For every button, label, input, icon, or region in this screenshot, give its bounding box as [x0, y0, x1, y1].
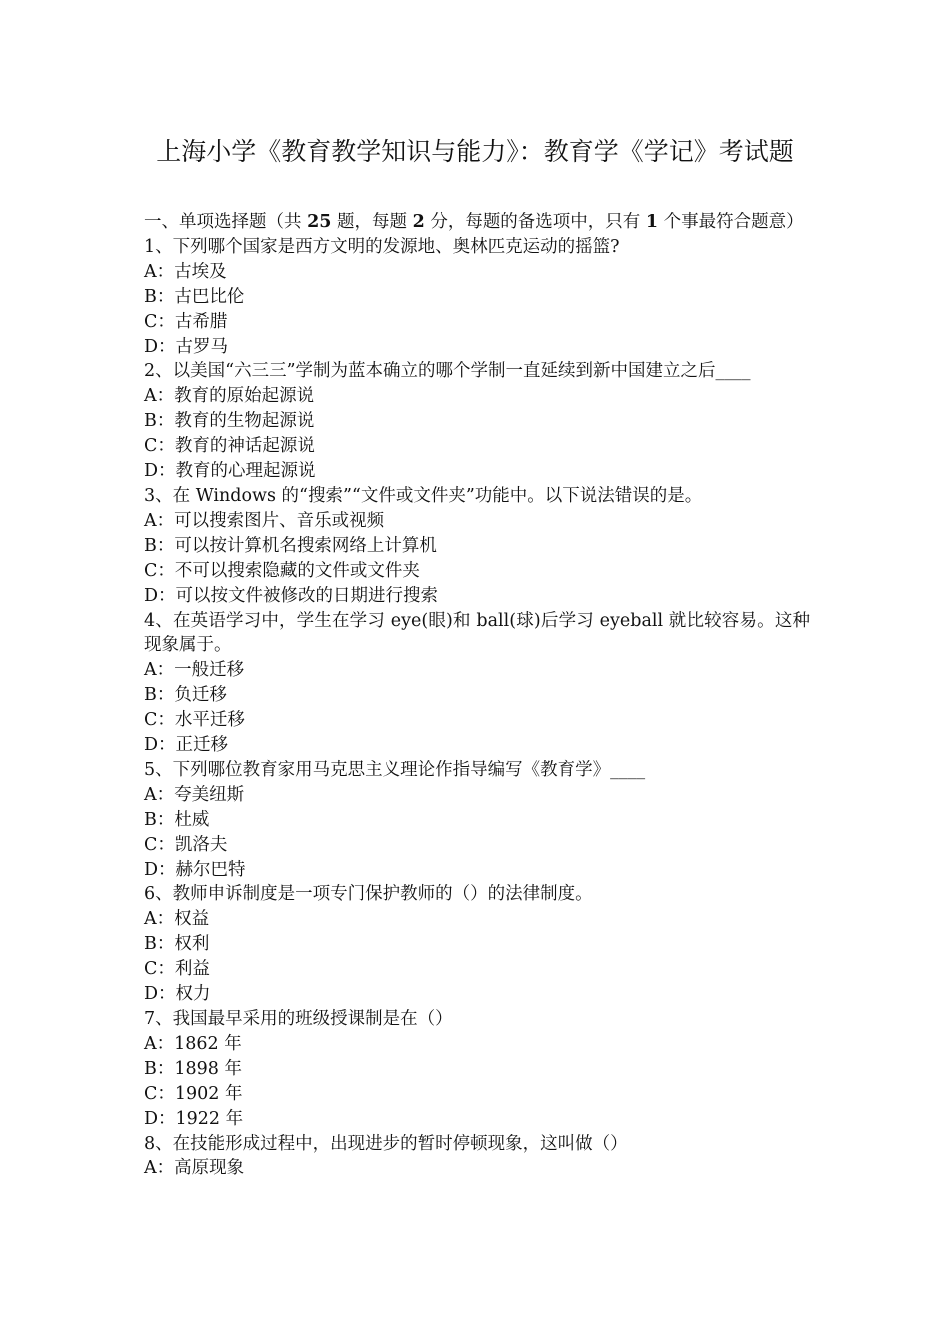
- question-stem: 1、下列哪个国家是西方文明的发源地、奥林匹克运动的摇篮?: [144, 236, 620, 257]
- answer-option: C：水平迁移: [144, 710, 245, 731]
- answer-option: B：负迁移: [144, 685, 227, 706]
- answer-option: D：古罗马: [144, 336, 229, 357]
- question-stem: 8、在技能形成过程中，出现进步的暂时停顿现象，这叫做（）: [144, 1133, 628, 1154]
- answer-option: D：可以按文件被修改的日期进行搜索: [144, 585, 439, 606]
- answer-option: B：可以按计算机名搜索网络上计算机: [144, 535, 437, 556]
- answer-option: D：赫尔巴特: [144, 859, 246, 880]
- answer-option: B：古巴比伦: [144, 286, 245, 307]
- section-suffix: 个事最符合题意）: [658, 212, 804, 232]
- answer-option: C：不可以搜索隐藏的文件或文件夹: [144, 560, 420, 581]
- answer-option: D：教育的心理起源说: [144, 461, 316, 482]
- answer-option: B：1898 年: [144, 1058, 242, 1079]
- question-stem: 5、下列哪位教育家用马克思主义理论作指导编写《教育学》____: [144, 759, 646, 780]
- question-stem: 3、在 Windows 的“搜索”“文件或文件夹”功能中。以下说法错误的是。: [144, 485, 703, 506]
- answer-option: C：凯洛夫: [144, 834, 228, 855]
- section-heading: [144, 210, 810, 235]
- answer-option: B：杜威: [144, 809, 210, 830]
- answer-option: D：1922 年: [144, 1108, 244, 1129]
- question-stem: 4、在英语学习中，学生在学习 eye(眼)和 ball(球)后学习 eyeball 就比较容易。这种现象属于。: [144, 610, 810, 656]
- question-stem: 7、我国最早采用的班级授课制是在（）: [144, 1009, 453, 1029]
- question-stem: 6、教师申诉制度是一项专门保护教师的（）的法律制度。: [144, 884, 593, 905]
- answer-option: A：古埃及: [144, 261, 227, 282]
- answer-option: A：权益: [144, 909, 210, 930]
- points-per-question: 2: [412, 212, 425, 232]
- section-mid2: 分，每题的备选项中，只有: [424, 212, 646, 232]
- correct-count: 1: [645, 212, 659, 232]
- question-list: [144, 210, 810, 1181]
- question-count: 25: [307, 212, 332, 232]
- answer-option: D：正迁移: [144, 735, 229, 756]
- answer-option: C：教育的神话起源说: [144, 436, 315, 457]
- answer-option: A：教育的原始起源说: [144, 386, 315, 407]
- answer-option: A：1862 年: [144, 1033, 242, 1054]
- answer-option: C：1902 年: [144, 1083, 243, 1104]
- answer-option: A：夸美纽斯: [144, 784, 245, 805]
- answer-option: A：可以搜索图片、音乐或视频: [144, 510, 385, 531]
- answer-option: B：教育的生物起源说: [144, 411, 315, 432]
- answer-option: C：古希腊: [144, 311, 228, 332]
- question-stem: 2、以美国“六三三”学制为蓝本确立的哪个学制一直延续到新中国建立之后____: [144, 361, 751, 382]
- answer-option: A：高原现象: [144, 1158, 245, 1179]
- answer-option: A：一般迁移: [144, 660, 245, 681]
- section-prefix: 一、单项选择题（共: [144, 212, 308, 232]
- section-mid1: 题，每题: [331, 212, 413, 232]
- answer-option: D：权力: [144, 984, 211, 1005]
- document-title: 上海小学《教育教学知识与能力》：教育学《学记》考试题: [156, 137, 794, 166]
- answer-option: B：权利: [144, 934, 210, 955]
- answer-option: C：利益: [144, 959, 210, 980]
